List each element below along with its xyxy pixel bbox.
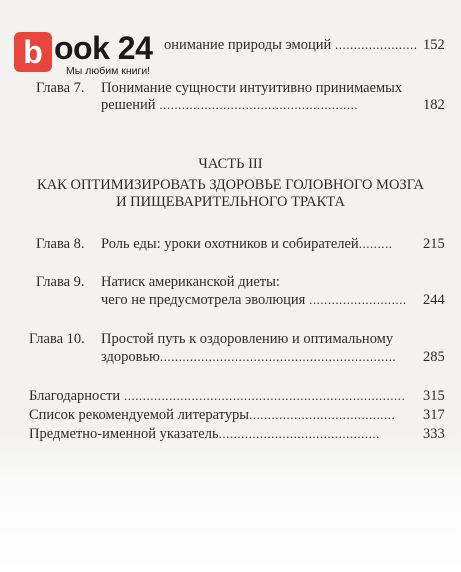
book24-logo bbox=[14, 30, 159, 78]
logo-text: ook 24 bbox=[54, 30, 153, 66]
part-title: КАК ОПТИМИЗИРОВАТЬ ЗДОРОВЬЕ ГОЛОВНОГО МОЗГА bbox=[37, 177, 424, 193]
toc-entry-title: Натиск американской диеты: bbox=[101, 274, 280, 290]
toc-title-text: Благодарности bbox=[29, 388, 121, 404]
part-title: И ПИЩЕВАРИТЕЛЬНОГО ТРАКТА bbox=[116, 194, 345, 210]
toc-entry-title: Понимание сущности интуитивно принимаемых bbox=[101, 80, 403, 96]
toc-entry-title bbox=[101, 236, 392, 253]
logo-tagline: Мы любим книги! bbox=[66, 65, 151, 77]
page-bottom-area bbox=[0, 430, 461, 572]
toc-entry-title bbox=[101, 97, 358, 114]
part-label: ЧАСТЬ III bbox=[198, 156, 263, 172]
toc-chapter-label: Глава 9. bbox=[36, 274, 85, 290]
toc-entry-title bbox=[101, 349, 396, 366]
toc-entry-title bbox=[29, 388, 405, 405]
toc-title-text: чего не предусмотрела эволюция bbox=[101, 292, 306, 308]
leader-dots: .......................... bbox=[305, 292, 407, 307]
toc-page-number: 285 bbox=[423, 349, 445, 365]
leader-dots: ....................................... bbox=[249, 407, 396, 422]
toc-entry-title bbox=[164, 37, 418, 54]
leader-dots: ...................... bbox=[331, 37, 418, 52]
toc-entry-title bbox=[29, 426, 380, 443]
toc-title-text: Список рекомендуемой литературы bbox=[29, 407, 250, 423]
toc-chapter-label: Глава 8. bbox=[36, 236, 85, 252]
toc-page-number: 244 bbox=[423, 292, 445, 308]
toc-page-number: 182 bbox=[423, 97, 445, 113]
toc-title-text: Предметно-именной указатель bbox=[29, 426, 219, 442]
leader-dots: ............................................................... bbox=[159, 349, 397, 364]
toc-page-number: 215 bbox=[423, 236, 445, 252]
toc-entry-title: Простой путь к оздоровлению и оптимальному bbox=[101, 331, 394, 347]
toc-entry-title bbox=[101, 292, 407, 309]
leader-dots: ........................................................................... bbox=[120, 388, 406, 403]
toc-chapter-label: Глава 7. bbox=[36, 80, 85, 96]
leader-dots: ..................................................... bbox=[155, 97, 359, 112]
toc-page-number: 333 bbox=[423, 426, 445, 442]
leader-dots: ........................................... bbox=[218, 426, 380, 441]
toc-page-number: 317 bbox=[423, 407, 445, 423]
toc-page-number: 152 bbox=[423, 37, 445, 53]
toc-title-text: здоровью bbox=[101, 349, 160, 365]
toc-chapter-label: Глава 10. bbox=[29, 331, 85, 347]
toc-title-text: Роль еды: уроки охотников и собирателей bbox=[101, 236, 359, 252]
toc-title-text: решений bbox=[101, 97, 156, 113]
leader-dots: ......... bbox=[358, 236, 393, 251]
logo-letter-b: b bbox=[14, 32, 52, 72]
toc-entry-title bbox=[29, 407, 395, 424]
toc-page-number: 315 bbox=[423, 388, 445, 404]
toc-title-text: онимание природы эмоций bbox=[164, 37, 332, 53]
